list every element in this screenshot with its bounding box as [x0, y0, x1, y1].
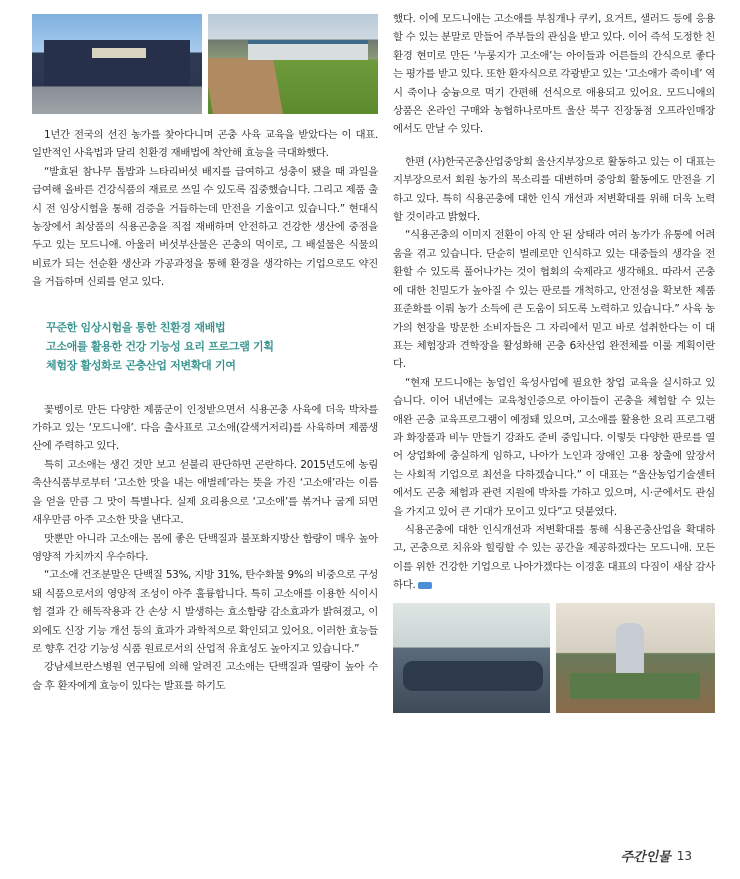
subheading-line-1: 꾸준한 임상시험을 통한 친환경 재배법 — [46, 320, 226, 334]
body-paragraph-4: “고소애 건조분말은 단백질 53%, 지방 31%, 탄수화물 9%의 비중으로 구성돼 식품으로서의 영양적 조성이 아주 훌륭합니다. 특히 고소애를 이용한 식이시험 결과 간 해독작용과 간 손상 시 발생하는 효소함량 감소효과가 밝혀졌고, 이외에도 신장 기능 개선 등의 효과가 과학적으로 확인되고 있어요. 이러한 효능들로 향후 건강 기능성 식품 원료로서의 산업적 유효성도 높아지고 있습니다.” — [32, 569, 378, 655]
body-paragraph-2: 특히 고소애는 생긴 것만 보고 섣불리 판단하면 곤란하다. 2015년도에 농림축산식품부로부터 ‘고소한 맛을 내는 애벌레’라는 뜻을 가진 ‘고소애’라는 이름을 얻을 만큼 그 맛이 특별나다. 실제 요리용으로 ‘고소애’를 볶거나 굽게 되면 새우만큼 아주 고소한 맛을 낸다고. — [32, 458, 378, 527]
education-session-photo — [393, 603, 550, 713]
farm-field-photo — [208, 14, 378, 114]
product-booth-photo — [556, 603, 715, 713]
right-paragraph-2: 한편 (사)한국곤충산업중앙회 울산지부장으로 활동하고 있는 이 대표는 지부장으로서 회원 농가의 목소리를 대변하며 중앙회 활동에도 만전을 기하고 있다. 특히 식용곤충에 대한 인식 개선과 저변확대를 위해 더욱 노력할 것이라고 밝혔다. — [393, 155, 715, 224]
right-column — [393, 0, 715, 713]
section-subheading — [32, 318, 378, 375]
body-paragraph-3: 맛뿐만 아니라 고소애는 몸에 좋은 단백질과 불포화지방산 함량이 매우 높아 영양적 가치까지 우수하다. — [32, 532, 378, 563]
right-paragraph-3: “식용곤충의 이미지 전환이 아직 안 된 상태라 여러 농가가 유통에 어려움을 겪고 있습니다. 단순히 벌레로만 인식하고 있는 대중들의 생각을 전환할 수 있도록 풀어나가는 것이 협회의 숙제라고 생각해요. 따라서 곤충에 대한 친밀도가 높아질 수 있는 판로를 개척하고, 안전성을 확보한 제품 표준화를 이뤄 농가 소득에 큰 도움이 되도록 노력하고 있습니다.” 사육 농가의 현장을 방문한 소비자들은 그 자리에서 믿고 바로 섭취한다는 이 대표는 체험장과 견학장을 활성화해 곤충 6차산업 완전체를 이룰 계획이란다. — [393, 229, 715, 371]
end-mark-icon — [418, 582, 432, 589]
left-column — [32, 0, 378, 695]
subheading-line-3: 체험장 활성화로 곤충산업 저변확대 기여 — [46, 358, 236, 372]
magazine-brand: 주간인물 — [620, 850, 671, 865]
right-paragraph-5 — [393, 521, 715, 595]
page-number: 13 — [676, 848, 692, 863]
bottom-photos — [393, 603, 715, 713]
right-paragraph-1: 했다. 이에 모드니애는 고소애를 부침개나 쿠키, 요거트, 샐러드 등에 응용할 수 있는 분말로 만들어 주부들의 관심을 받고 있다. 이어 즉석 도정한 친환경 현미로 만든 ‘누룽지가 고소애’는 아이들과 어른들의 간식으로 좋다는 평가를 받고 있다. 또한 환자식으로 각광받고 있는 ‘고소애가 죽이네’ 역시 죽이나 숭늉으로 먹기 간편해 선식으로 애용되고 있어요. 모드니애의 상품은 온라인 구매와 농협하나로마트 울산 북구 진장동점 오프라인매장에서도 만날 수 있다. — [393, 13, 715, 136]
top-photos — [32, 14, 378, 114]
page-footer — [620, 846, 692, 865]
right-paragraph-4: “현재 모드니애는 농업인 육성사업에 필요한 창업 교육을 실시하고 있습니다. 이어 내년에는 교육청인증으로 아이들이 곤충을 체험할 수 있는 애완 곤충 교육프로그램이 예정돼 있으며, 고소애를 활용한 요리 프로그램과 화장품과 비누 만들기 강좌도 준비 중입니다. 이렇듯 다양한 판로를 열어 상업화에 충실하게 임하고, 나아가 노인과 장애인 고용 창출에 앞장서는 사회적 기업으로 최선을 다하겠습니다.” 이 대표는 “울산농업기술센터에서도 곤충 체험과 관련 지원에 박차를 가하고 있으며, 시·군에서도 관심을 가지고 있어 큰 기대가 모이고 있다”고 덧붙였다. — [393, 376, 715, 518]
body-paragraph-1: 꽃벵이로 만든 다양한 제품군이 인정받으면서 식용곤충 사육에 더욱 박차를 가하고 있는 ‘모드니애’. 다음 출사표로 고소애(갈색거저리)를 사육하며 제품생산에 주력하고 있다. — [32, 403, 378, 453]
farm-building-photo — [32, 14, 202, 114]
closing-text: 식용곤충에 대한 인식개선과 저변확대를 통해 식용곤충산업을 확대하고, 곤충으로 치유와 힐링할 수 있는 공간을 제공하겠다는 모드니애. 모든 이를 위한 건강한 기업으로 나아가겠다는 이경훈 대표의 다짐이 새삼 감사하다. — [393, 523, 715, 592]
intro-paragraph-1: 1년간 전국의 선진 농가를 찾아다니며 곤충 사육 교육을 받았다는 이 대표. 일반적인 사육법과 달리 친환경 재배법에 착안해 효능을 극대화했다. — [32, 129, 378, 160]
intro-paragraph-2: “발효된 참나무 톱밥과 느타리버섯 배지를 급여하고 성충이 됐을 때 과일을 급여해 올바른 건강식품의 재료로 쓰일 수 있도록 집중했습니다. 그리고 제품 출시 전 임상시험을 통해 검증을 거듭하는데 만전을 기울이고 있습니다.” 현대식 농장에서 최상품의 식용곤충을 직접 재배하며 안전하고 건강한 생산에 중점을 두고 있는 모드니애. 아울러 버섯부산물은 곤충의 먹이로, 그 배설물은 식물의 비료가 되는 선순환 생산과 가공과정을 통해 환경을 생각하는 기업으로도 약진을 거듭하며 신뢰를 얻고 있다. — [32, 165, 378, 289]
subheading-line-2: 고소애를 활용한 건강 기능성 요리 프로그램 기획 — [46, 339, 274, 353]
body-paragraph-5: 강남세브란스병원 연구팀에 의해 알려진 고소애는 단백질과 열량이 높아 수술 후 환자에게 효능이 있다는 발표를 하기도 — [32, 661, 378, 692]
